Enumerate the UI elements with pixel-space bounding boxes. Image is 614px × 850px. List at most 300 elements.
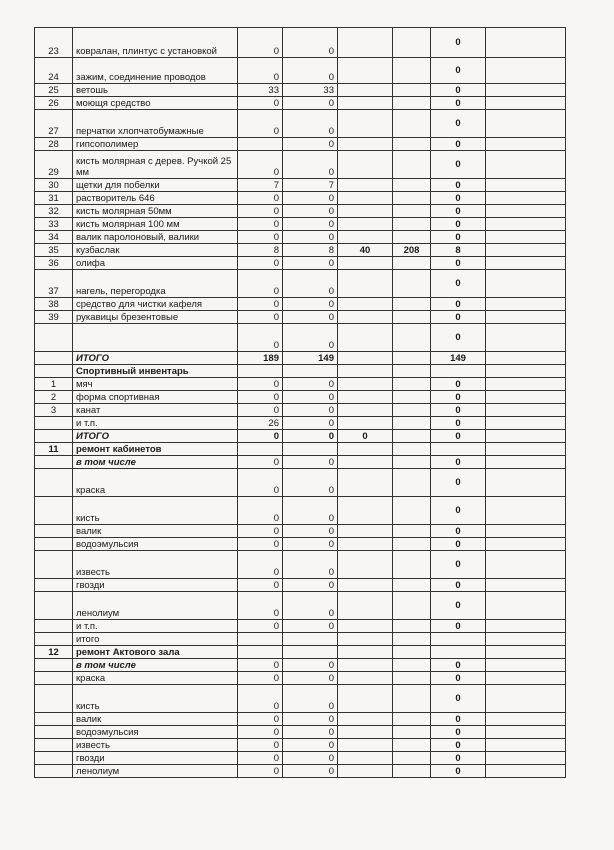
table-row xyxy=(35,311,566,324)
table-row xyxy=(35,551,566,579)
note xyxy=(486,726,566,739)
table-row xyxy=(35,84,566,97)
balance: 0 xyxy=(431,538,486,551)
amount xyxy=(393,765,431,778)
item-name: и т.п. xyxy=(73,620,238,633)
table-row xyxy=(35,726,566,739)
note xyxy=(486,28,566,58)
table-row xyxy=(35,497,566,525)
item-name: растворитель 646 xyxy=(73,192,238,205)
unit-price xyxy=(338,633,393,646)
amount xyxy=(393,179,431,192)
unit-price xyxy=(338,404,393,417)
note xyxy=(486,765,566,778)
qty-used: 0 xyxy=(283,324,338,352)
item-name: гвозди xyxy=(73,579,238,592)
balance: 149 xyxy=(431,352,486,365)
qty-planned xyxy=(238,365,283,378)
note xyxy=(486,430,566,443)
amount xyxy=(393,713,431,726)
amount xyxy=(393,257,431,270)
table-row xyxy=(35,525,566,538)
amount xyxy=(393,417,431,430)
unit-price xyxy=(338,739,393,752)
table-row xyxy=(35,298,566,311)
note xyxy=(486,378,566,391)
qty-planned: 0 xyxy=(238,765,283,778)
note xyxy=(486,231,566,244)
unit-price xyxy=(338,646,393,659)
note xyxy=(486,592,566,620)
balance: 0 xyxy=(431,58,486,84)
amount xyxy=(393,538,431,551)
balance: 0 xyxy=(431,469,486,497)
table-row xyxy=(35,752,566,765)
balance: 0 xyxy=(431,497,486,525)
table-row xyxy=(35,391,566,404)
note xyxy=(486,469,566,497)
table-row xyxy=(35,430,566,443)
row-number: 11 xyxy=(35,443,73,456)
amount xyxy=(393,469,431,497)
row-number xyxy=(35,430,73,443)
unit-price xyxy=(338,58,393,84)
table-row xyxy=(35,672,566,685)
qty-used: 0 xyxy=(283,417,338,430)
qty-planned: 0 xyxy=(238,218,283,231)
qty-planned: 0 xyxy=(238,739,283,752)
item-name: ИТОГО xyxy=(73,430,238,443)
qty-used xyxy=(283,646,338,659)
row-number xyxy=(35,525,73,538)
balance: 0 xyxy=(431,218,486,231)
row-number: 25 xyxy=(35,84,73,97)
note xyxy=(486,713,566,726)
table-row xyxy=(35,469,566,497)
note xyxy=(486,391,566,404)
balance: 0 xyxy=(431,110,486,138)
qty-planned: 0 xyxy=(238,298,283,311)
row-number xyxy=(35,497,73,525)
balance: 0 xyxy=(431,579,486,592)
qty-planned: 0 xyxy=(238,192,283,205)
item-name: кисть xyxy=(73,497,238,525)
qty-planned xyxy=(238,138,283,151)
row-number xyxy=(35,713,73,726)
note xyxy=(486,752,566,765)
unit-price xyxy=(338,417,393,430)
table-row xyxy=(35,97,566,110)
item-name: рукавицы брезентовые xyxy=(73,311,238,324)
table-row xyxy=(35,324,566,352)
balance: 0 xyxy=(431,592,486,620)
table-row xyxy=(35,417,566,430)
row-number xyxy=(35,365,73,378)
item-name: средство для чистки кафеля xyxy=(73,298,238,311)
qty-used: 0 xyxy=(283,192,338,205)
table-row xyxy=(35,151,566,179)
item-name: ленолиум xyxy=(73,765,238,778)
inventory-table xyxy=(34,27,566,778)
balance: 0 xyxy=(431,404,486,417)
qty-planned: 0 xyxy=(238,97,283,110)
qty-used: 0 xyxy=(283,110,338,138)
note xyxy=(486,298,566,311)
amount xyxy=(393,110,431,138)
unit-price xyxy=(338,257,393,270)
qty-used: 0 xyxy=(283,151,338,179)
unit-price xyxy=(338,497,393,525)
qty-planned: 33 xyxy=(238,84,283,97)
amount xyxy=(393,443,431,456)
qty-planned: 0 xyxy=(238,430,283,443)
table-row xyxy=(35,633,566,646)
note xyxy=(486,443,566,456)
unit-price xyxy=(338,713,393,726)
qty-used: 0 xyxy=(283,469,338,497)
item-name: кисть молярная с дерев. Ручкой 25 мм xyxy=(73,151,238,179)
row-number xyxy=(35,579,73,592)
note xyxy=(486,456,566,469)
qty-planned: 0 xyxy=(238,726,283,739)
unit-price xyxy=(338,525,393,538)
table-body xyxy=(35,28,566,778)
amount xyxy=(393,525,431,538)
balance: 0 xyxy=(431,97,486,110)
item-name: ковралан, плинтус с установкой xyxy=(73,28,238,58)
amount xyxy=(393,659,431,672)
row-number xyxy=(35,633,73,646)
item-name: ленолиум xyxy=(73,592,238,620)
qty-planned: 0 xyxy=(238,378,283,391)
balance: 0 xyxy=(431,138,486,151)
unit-price xyxy=(338,765,393,778)
row-number: 27 xyxy=(35,110,73,138)
row-number xyxy=(35,352,73,365)
qty-used: 0 xyxy=(283,391,338,404)
balance xyxy=(431,365,486,378)
row-number xyxy=(35,538,73,551)
item-name: водоэмульсия xyxy=(73,538,238,551)
balance: 0 xyxy=(431,672,486,685)
unit-price xyxy=(338,324,393,352)
item-name xyxy=(73,324,238,352)
qty-planned: 0 xyxy=(238,404,283,417)
qty-used: 0 xyxy=(283,231,338,244)
unit-price xyxy=(338,110,393,138)
balance: 0 xyxy=(431,417,486,430)
table-row xyxy=(35,110,566,138)
qty-planned: 0 xyxy=(238,270,283,298)
qty-used: 0 xyxy=(283,592,338,620)
balance xyxy=(431,646,486,659)
amount xyxy=(393,311,431,324)
qty-planned: 0 xyxy=(238,497,283,525)
table-row xyxy=(35,646,566,659)
qty-used: 0 xyxy=(283,765,338,778)
row-number: 24 xyxy=(35,58,73,84)
balance: 0 xyxy=(431,659,486,672)
qty-used: 0 xyxy=(283,538,338,551)
unit-price xyxy=(338,726,393,739)
item-name: ремонт кабинетов xyxy=(73,443,238,456)
amount xyxy=(393,84,431,97)
unit-price xyxy=(338,378,393,391)
row-number: 32 xyxy=(35,205,73,218)
unit-price xyxy=(338,231,393,244)
unit-price xyxy=(338,311,393,324)
note xyxy=(486,365,566,378)
note xyxy=(486,633,566,646)
unit-price xyxy=(338,685,393,713)
row-number xyxy=(35,456,73,469)
qty-planned: 0 xyxy=(238,28,283,58)
amount xyxy=(393,726,431,739)
row-number: 3 xyxy=(35,404,73,417)
item-name: в том числе xyxy=(73,659,238,672)
balance: 0 xyxy=(431,752,486,765)
item-name: краска xyxy=(73,672,238,685)
balance: 0 xyxy=(431,726,486,739)
note xyxy=(486,538,566,551)
row-number: 36 xyxy=(35,257,73,270)
unit-price xyxy=(338,151,393,179)
table-row xyxy=(35,352,566,365)
item-name: известь xyxy=(73,739,238,752)
item-name: мяч xyxy=(73,378,238,391)
qty-used xyxy=(283,633,338,646)
qty-used: 0 xyxy=(283,430,338,443)
item-name: валик xyxy=(73,525,238,538)
balance: 0 xyxy=(431,192,486,205)
qty-planned: 0 xyxy=(238,324,283,352)
qty-used: 0 xyxy=(283,97,338,110)
balance xyxy=(431,443,486,456)
qty-planned: 0 xyxy=(238,659,283,672)
qty-used: 0 xyxy=(283,311,338,324)
amount xyxy=(393,456,431,469)
qty-planned: 0 xyxy=(238,151,283,179)
table-row xyxy=(35,685,566,713)
qty-planned: 0 xyxy=(238,469,283,497)
balance: 0 xyxy=(431,324,486,352)
table-row xyxy=(35,579,566,592)
balance: 0 xyxy=(431,713,486,726)
item-name: ветошь xyxy=(73,84,238,97)
item-name: валик паролоновый, валики xyxy=(73,231,238,244)
amount xyxy=(393,391,431,404)
qty-used: 0 xyxy=(283,752,338,765)
amount xyxy=(393,672,431,685)
qty-used: 0 xyxy=(283,620,338,633)
balance: 0 xyxy=(431,456,486,469)
balance: 0 xyxy=(431,257,486,270)
row-number xyxy=(35,739,73,752)
item-name: гипсополимер xyxy=(73,138,238,151)
qty-used: 0 xyxy=(283,378,338,391)
unit-price xyxy=(338,456,393,469)
qty-planned: 0 xyxy=(238,672,283,685)
item-name: итого xyxy=(73,633,238,646)
row-number: 34 xyxy=(35,231,73,244)
qty-planned: 0 xyxy=(238,58,283,84)
table-row xyxy=(35,257,566,270)
item-name: водоэмульсия xyxy=(73,726,238,739)
row-number: 31 xyxy=(35,192,73,205)
note xyxy=(486,659,566,672)
qty-used: 0 xyxy=(283,218,338,231)
balance xyxy=(431,633,486,646)
amount xyxy=(393,497,431,525)
qty-used: 0 xyxy=(283,713,338,726)
balance: 0 xyxy=(431,620,486,633)
qty-used: 0 xyxy=(283,685,338,713)
note xyxy=(486,110,566,138)
table-row xyxy=(35,218,566,231)
amount xyxy=(393,298,431,311)
qty-used: 0 xyxy=(283,739,338,752)
unit-price xyxy=(338,469,393,497)
amount: 208 xyxy=(393,244,431,257)
amount xyxy=(393,592,431,620)
table-row xyxy=(35,659,566,672)
qty-planned: 26 xyxy=(238,417,283,430)
row-number xyxy=(35,672,73,685)
note xyxy=(486,672,566,685)
note xyxy=(486,417,566,430)
qty-used: 0 xyxy=(283,298,338,311)
note xyxy=(486,404,566,417)
item-name: кузбаслак xyxy=(73,244,238,257)
amount xyxy=(393,58,431,84)
row-number: 35 xyxy=(35,244,73,257)
amount xyxy=(393,28,431,58)
item-name: щетки для побелки xyxy=(73,179,238,192)
note xyxy=(486,311,566,324)
row-number xyxy=(35,551,73,579)
row-number xyxy=(35,620,73,633)
balance: 8 xyxy=(431,244,486,257)
note xyxy=(486,352,566,365)
table-row xyxy=(35,739,566,752)
row-number: 2 xyxy=(35,391,73,404)
balance: 0 xyxy=(431,685,486,713)
table-row xyxy=(35,192,566,205)
amount xyxy=(393,205,431,218)
qty-used: 0 xyxy=(283,726,338,739)
amount xyxy=(393,218,431,231)
qty-used: 0 xyxy=(283,551,338,579)
amount xyxy=(393,739,431,752)
qty-used: 0 xyxy=(283,659,338,672)
qty-planned xyxy=(238,646,283,659)
unit-price xyxy=(338,443,393,456)
qty-used: 149 xyxy=(283,352,338,365)
amount xyxy=(393,551,431,579)
amount xyxy=(393,685,431,713)
unit-price xyxy=(338,205,393,218)
unit-price xyxy=(338,84,393,97)
row-number: 1 xyxy=(35,378,73,391)
unit-price xyxy=(338,620,393,633)
note xyxy=(486,58,566,84)
note xyxy=(486,257,566,270)
qty-planned: 8 xyxy=(238,244,283,257)
row-number xyxy=(35,417,73,430)
balance: 0 xyxy=(431,378,486,391)
balance: 0 xyxy=(431,179,486,192)
qty-used xyxy=(283,443,338,456)
table-row xyxy=(35,179,566,192)
amount xyxy=(393,324,431,352)
item-name: ремонт Актового зала xyxy=(73,646,238,659)
qty-planned: 0 xyxy=(238,205,283,218)
item-name: олифа xyxy=(73,257,238,270)
table-row xyxy=(35,270,566,298)
qty-planned xyxy=(238,443,283,456)
amount xyxy=(393,352,431,365)
item-name: в том числе xyxy=(73,456,238,469)
qty-planned: 0 xyxy=(238,231,283,244)
qty-planned: 0 xyxy=(238,391,283,404)
unit-price xyxy=(338,592,393,620)
qty-planned: 7 xyxy=(238,179,283,192)
qty-used xyxy=(283,365,338,378)
qty-used: 33 xyxy=(283,84,338,97)
unit-price xyxy=(338,579,393,592)
note xyxy=(486,579,566,592)
item-name: гвозди xyxy=(73,752,238,765)
row-number: 29 xyxy=(35,151,73,179)
amount xyxy=(393,620,431,633)
balance: 0 xyxy=(431,28,486,58)
row-number xyxy=(35,752,73,765)
amount xyxy=(393,365,431,378)
balance: 0 xyxy=(431,430,486,443)
balance: 0 xyxy=(431,84,486,97)
table-row xyxy=(35,244,566,257)
unit-price xyxy=(338,538,393,551)
unit-price xyxy=(338,659,393,672)
row-number: 33 xyxy=(35,218,73,231)
qty-planned xyxy=(238,633,283,646)
note xyxy=(486,270,566,298)
item-name: валик xyxy=(73,713,238,726)
row-number: 28 xyxy=(35,138,73,151)
unit-price xyxy=(338,298,393,311)
unit-price xyxy=(338,218,393,231)
note xyxy=(486,525,566,538)
item-name: зажим, соединение проводов xyxy=(73,58,238,84)
qty-used: 0 xyxy=(283,257,338,270)
qty-planned: 0 xyxy=(238,579,283,592)
qty-used: 0 xyxy=(283,270,338,298)
item-name: кисть xyxy=(73,685,238,713)
unit-price xyxy=(338,551,393,579)
qty-used: 0 xyxy=(283,579,338,592)
item-name: известь xyxy=(73,551,238,579)
balance: 0 xyxy=(431,525,486,538)
row-number xyxy=(35,324,73,352)
balance: 0 xyxy=(431,765,486,778)
note xyxy=(486,205,566,218)
amount xyxy=(393,404,431,417)
note xyxy=(486,151,566,179)
table-row xyxy=(35,538,566,551)
row-number xyxy=(35,685,73,713)
unit-price xyxy=(338,752,393,765)
qty-planned: 0 xyxy=(238,752,283,765)
